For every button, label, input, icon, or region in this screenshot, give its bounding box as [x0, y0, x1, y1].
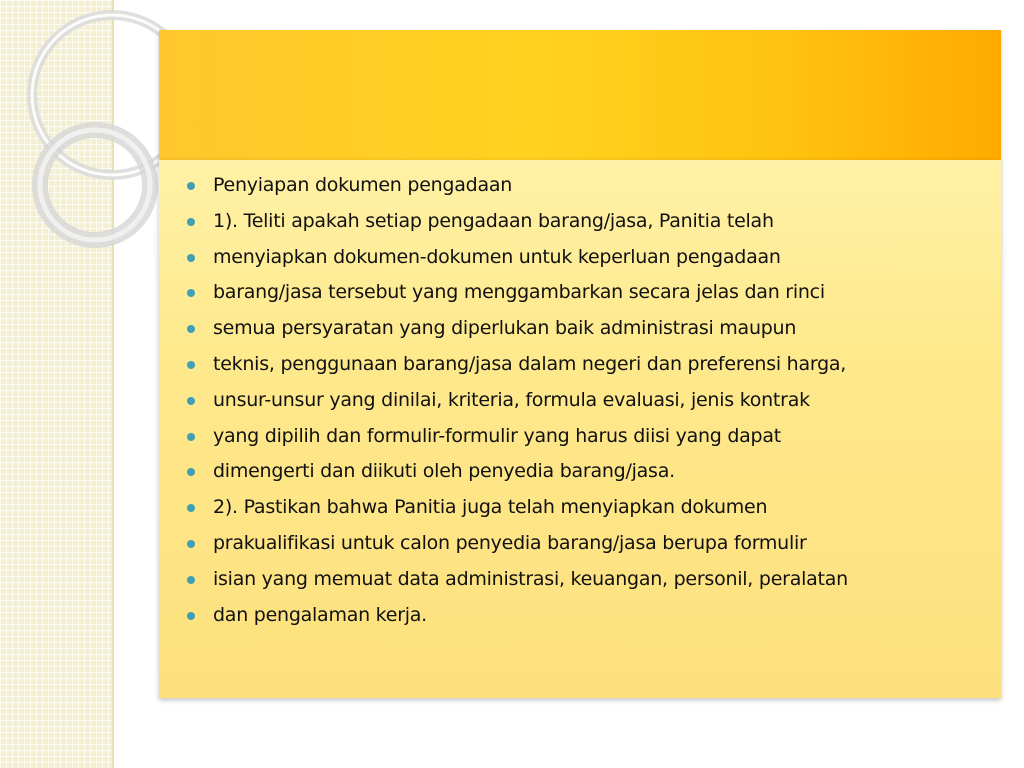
bullet-dot-icon: [187, 289, 195, 297]
bullet-text: dan pengalaman kerja.: [213, 603, 427, 626]
bullet-item: [187, 454, 1001, 490]
title-bar: [159, 30, 1001, 160]
bullet-dot-icon: [187, 182, 195, 190]
bullet-dot-icon: [187, 218, 195, 226]
bullet-item: [187, 562, 1001, 598]
bullet-text: prakualifikasi untuk calon penyedia barang/jasa berupa formulir: [213, 531, 807, 554]
bullet-text: Penyiapan dokumen pengadaan: [213, 174, 513, 196]
bullet-dot-icon: [187, 254, 195, 262]
bullet-text: dimengerti dan diikuti oleh penyedia barang/jasa.: [213, 460, 675, 483]
bullet-dot-icon: [187, 576, 195, 584]
bullet-text: menyiapkan dokumen-dokumen untuk keperluan pengadaan: [213, 245, 781, 268]
decorative-rings: [0, 0, 180, 300]
bullet-item: [187, 490, 1001, 526]
bullet-dot-icon: [187, 433, 195, 441]
bullet-text: yang dipilih dan formulir-formulir yang harus diisi yang dapat: [213, 424, 781, 447]
bullet-item: [187, 311, 1001, 347]
bullet-item: [187, 419, 1001, 455]
bullet-text: isian yang memuat data administrasi, keuangan, personil, peralatan: [213, 567, 848, 590]
bullet-dot-icon: [187, 361, 195, 369]
bullet-dot-icon: [187, 612, 195, 620]
bullet-item: [187, 168, 1001, 204]
bullet-item: [187, 204, 1001, 240]
bullet-text: barang/jasa tersebut yang menggambarkan secara jelas dan rinci: [213, 281, 825, 304]
bullet-text: 1). Teliti apakah setiap pengadaan barang/jasa, Panitia telah: [213, 209, 774, 232]
bullet-dot-icon: [187, 468, 195, 476]
bullet-item: [187, 240, 1001, 276]
content-box: [159, 160, 1001, 698]
bullet-text: teknis, penggunaan barang/jasa dalam negeri dan preferensi harga,: [213, 352, 847, 375]
bullet-dot-icon: [187, 325, 195, 333]
bullet-item: [187, 347, 1001, 383]
bullet-item: [187, 275, 1001, 311]
bullet-item: [187, 526, 1001, 562]
bullet-dot-icon: [187, 504, 195, 512]
bullet-text: 2). Pastikan bahwa Panitia juga telah menyiapkan dokumen: [213, 496, 768, 519]
bullet-item: [187, 383, 1001, 419]
bullet-dot-icon: [187, 397, 195, 405]
bullet-text: semua persyaratan yang diperlukan baik administrasi maupun: [213, 317, 797, 340]
bullet-list: [159, 168, 1001, 633]
bullet-item: [187, 598, 1001, 634]
bullet-dot-icon: [187, 540, 195, 548]
bullet-text: unsur-unsur yang dinilai, kriteria, formula evaluasi, jenis kontrak: [213, 388, 810, 411]
